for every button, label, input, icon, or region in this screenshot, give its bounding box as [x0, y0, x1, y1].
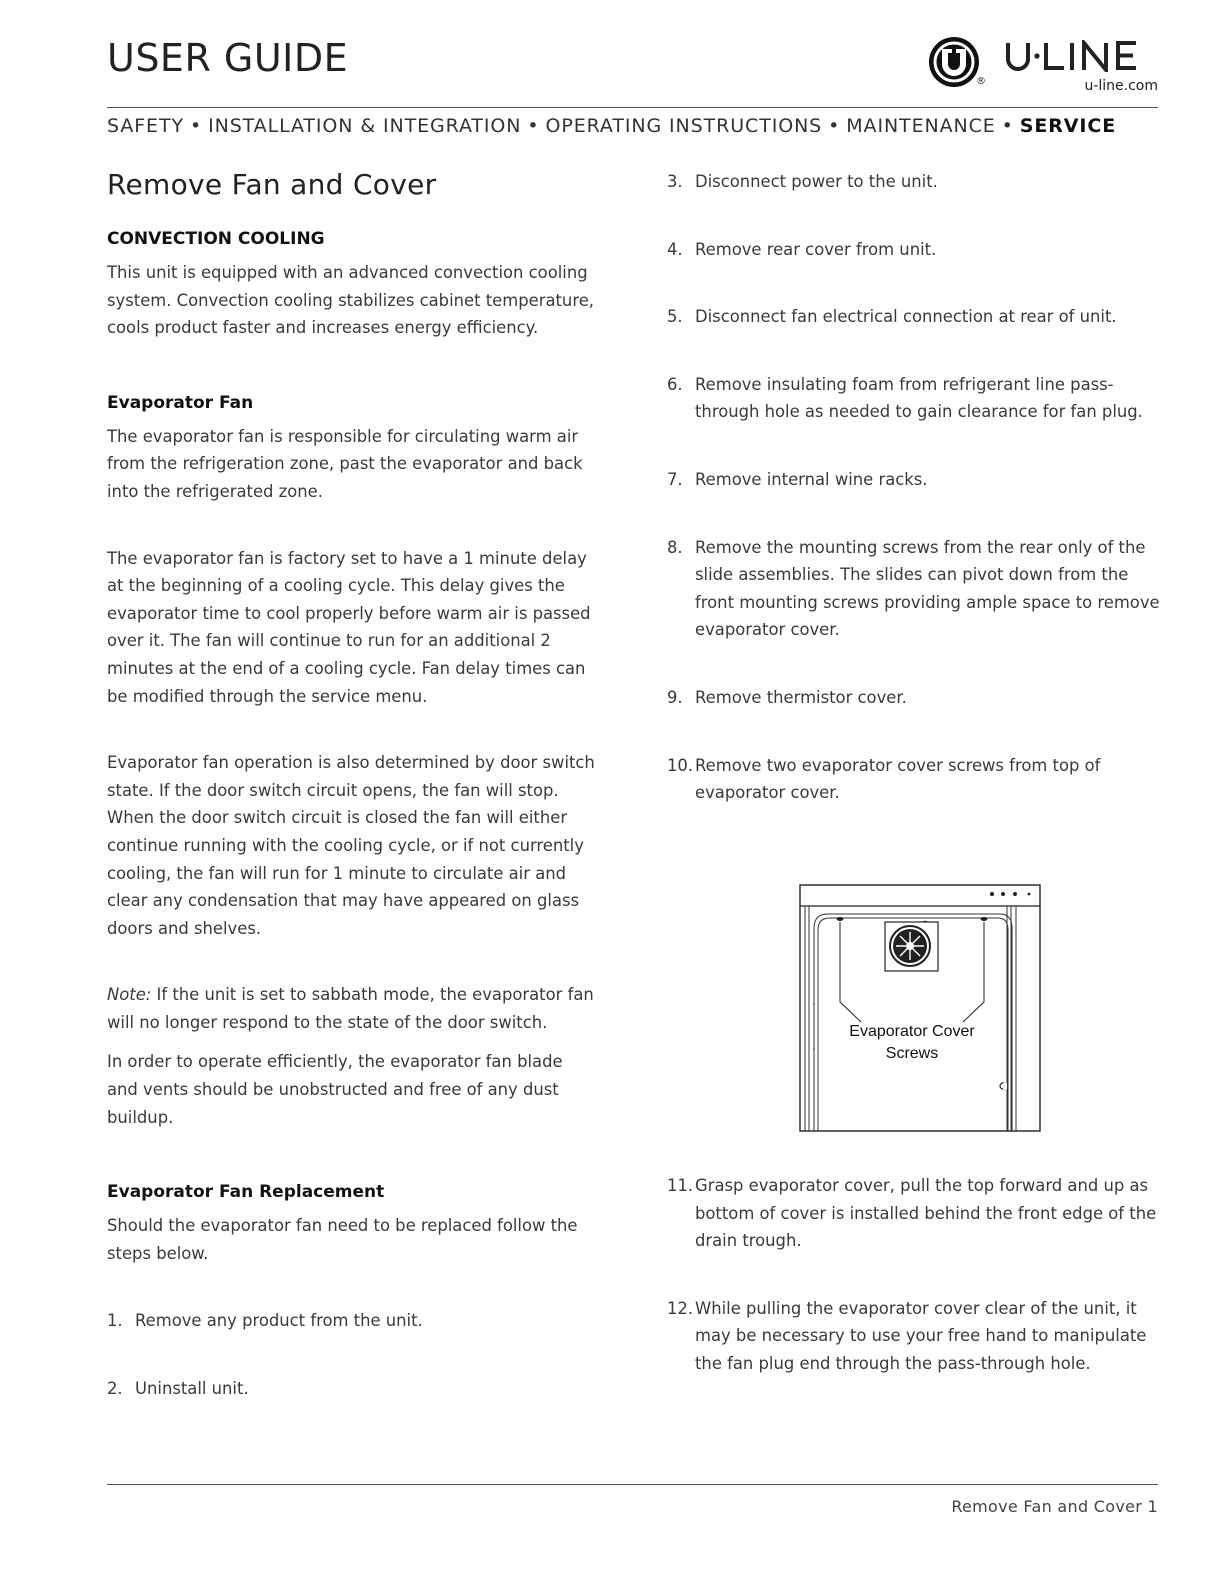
step-item: 3. Disconnect power to the unit. — [667, 172, 938, 191]
document-title: USER GUIDE — [107, 36, 349, 80]
step-item: 2. Uninstall unit. — [107, 1379, 249, 1399]
step-item: 4. Remove rear cover from unit. — [667, 239, 937, 259]
nav-item-installation[interactable]: INSTALLATION & INTEGRATION — [208, 115, 522, 137]
uline-wordmark — [1006, 40, 1158, 72]
replacement-heading: Evaporator Fan Replacement — [107, 1182, 385, 1203]
uline-logo[interactable] — [928, 36, 1160, 94]
nav-item-service[interactable]: SERVICE — [1019, 115, 1117, 137]
header-divider — [107, 107, 1158, 108]
note-paragraph — [107, 981, 597, 1036]
nav-item-operating[interactable]: OPERATING INSTRUCTIONS — [545, 115, 823, 137]
nav-separator: • — [1001, 115, 1014, 137]
step-item: 1. Remove any product from the unit. — [107, 1311, 423, 1331]
fan-paragraph-1: The evaporator fan is responsible for circulating warm air from the refrigeration zone, past the evaporator and back into the refrigerated zone. — [107, 426, 583, 501]
step-item: 12. While pulling the evaporator cover clear of the unit, it may be necessary to use your free hand to manipulate the fan plug end through the pass-through hole. — [667, 1298, 1147, 1373]
evaporator-cover-diagram — [799, 884, 1041, 1132]
nav-item-safety[interactable]: SAFETY — [107, 115, 184, 137]
step-item: 9. Remove thermistor cover. — [667, 687, 907, 707]
convection-heading: CONVECTION COOLING — [107, 229, 325, 249]
note-label: Note: — [107, 985, 152, 1005]
fan-paragraph-4: In order to operate efficiently, the evaporator fan blade and vents should be unobstructed and free of any dust buildup. — [107, 1052, 563, 1127]
step-item: 7. Remove internal wine racks. — [667, 469, 928, 489]
nav-separator: • — [828, 115, 841, 137]
registered-mark: ® — [976, 76, 986, 87]
fan-paragraph-2: The evaporator fan is factory set to have a 1 minute delay at the beginning of a cooling cycle. This delay gives the evaporator time to cool properly before warm air is passed over it. The fan will continue to run for an additional 2 minutes at the end of a cooling cycle. Fan delay times can be modified through the service menu. — [107, 548, 591, 706]
uline-logo-mark-icon — [928, 36, 980, 88]
nav-separator: • — [527, 115, 540, 137]
fan-heading: Evaporator Fan — [107, 392, 254, 413]
figure-caption-line-1: Evaporator Cover — [849, 1023, 975, 1040]
evaporator-diagram-drawing — [799, 884, 1041, 1132]
step-item: 5. Disconnect fan electrical connection at rear of unit. — [667, 307, 1117, 327]
page-footer-label: Remove Fan and Cover 1 — [951, 1497, 1158, 1516]
figure-caption — [799, 1021, 1025, 1065]
step-item: 11. Grasp evaporator cover, pull the top forward and up as bottom of cover is installed behind the front edge of the drain trough. — [667, 1176, 1157, 1251]
step-item: 10. Remove two evaporator cover screws from top of evaporator cover. — [667, 755, 1101, 803]
step-item: 6. Remove insulating foam from refrigerant line pass-through hole as needed to gain clearance for fan plug. — [667, 374, 1143, 422]
step-item: 8. Remove the mounting screws from the rear only of the slide assemblies. The slides can pivot down from the front mounting screws providing ample space to remove evaporator cover. — [667, 537, 1160, 640]
right-column — [667, 168, 1162, 807]
convection-paragraph: This unit is equipped with an advanced convection cooling system. Convection cooling stabilizes cabinet temperature, cools product faster and increases energy efficiency. — [107, 263, 594, 338]
left-column — [107, 165, 597, 1403]
nav-separator: • — [189, 115, 203, 137]
replacement-paragraph: Should the evaporator fan need to be replaced follow the steps below. — [107, 1216, 578, 1263]
right-column-lower — [667, 1172, 1162, 1378]
figure-caption-line-2: Screws — [885, 1045, 939, 1062]
logo-url[interactable]: u-line.com — [1084, 78, 1158, 94]
page-title: Remove Fan and Cover — [107, 168, 437, 201]
footer-divider — [107, 1484, 1158, 1485]
fan-paragraph-3: Evaporator fan operation is also determined by door switch state. If the door switch circuit opens, the fan will stop. When the door switch circuit is closed the fan will either continue running with the cooling cycle, or if not currently cooling, the fan will run for 1 minute to circulate air and clear any condensation that may have appeared on glass doors and shelves. — [107, 753, 595, 938]
note-text: If the unit is set to sabbath mode, the evaporator fan will no longer respond to the state of the door switch. — [107, 985, 594, 1032]
section-nav — [107, 115, 1158, 137]
nav-item-maintenance[interactable]: MAINTENANCE — [846, 115, 996, 137]
